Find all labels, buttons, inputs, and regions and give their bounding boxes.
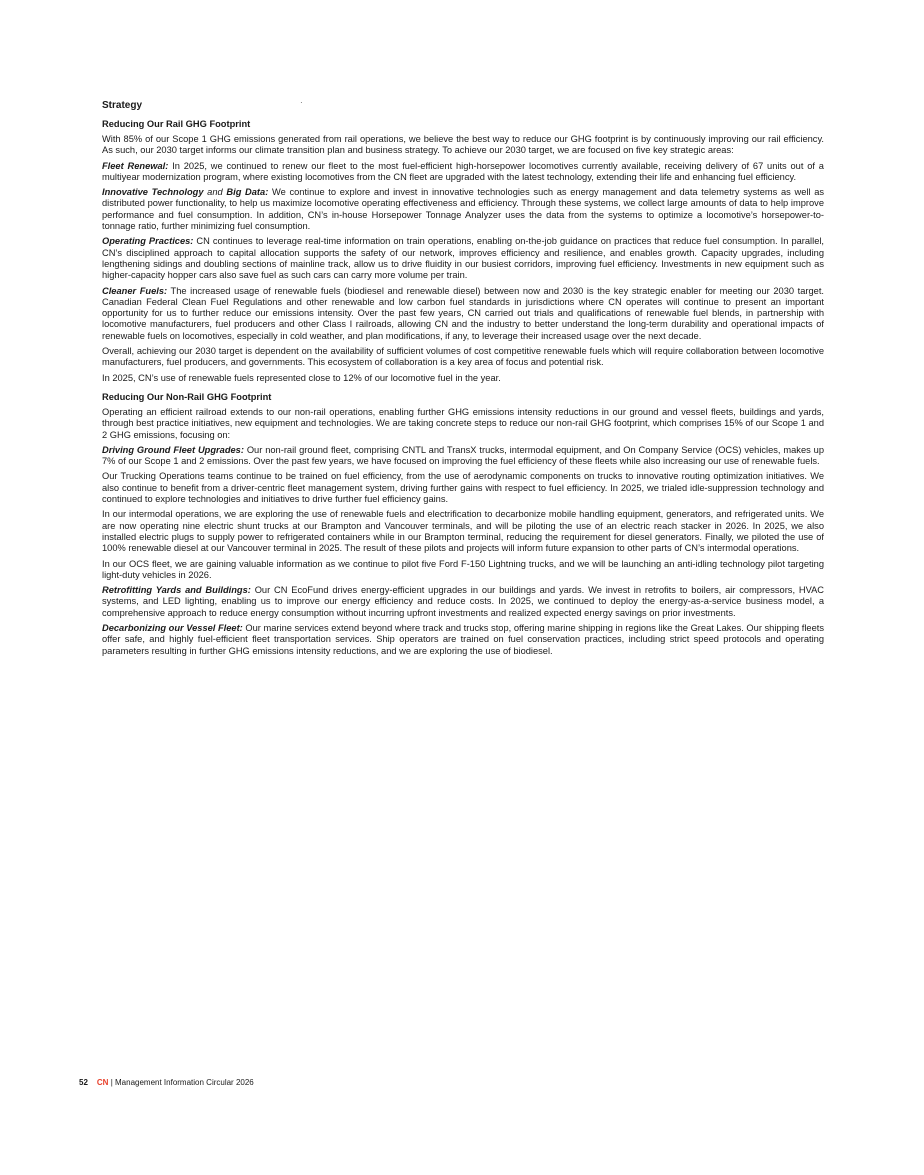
renewable-usage-paragraph: In 2025, CN’s use of renewable fuels represented close to 12% of our locomotive fuel in the year. — [102, 372, 501, 383]
cleaner-fuels-paragraph — [102, 286, 824, 342]
big-data-lead: Big Data: — [226, 187, 269, 198]
yards-buildings-paragraph — [102, 585, 824, 619]
vessel-fleet-text: Our marine services extend beyond where track and trucks stop, offering marine shipping in regions like the Great Lakes. Our shipping fleets offer safe, and highly fuel-efficient fleet transportation services. Ship operators are trained on fuel conservation practices, including strict speed protocols and operating parameters resulting in further GHG emissions intensity reductions, and we are exploring the use of biodiesel. — [102, 622, 824, 656]
brand-logo-text: CN — [96, 1078, 109, 1087]
rail-intro: With 85% of our Scope 1 GHG emissions generated from rail operations, we believe the best way to reduce our GHG footprint is by continuously improving our rail efficiency. As such, our 2030 target informs our climate transition plan and business strategy. To achieve our 2030 target, we are focused on five key strategic areas: — [102, 134, 824, 156]
vessel-fleet-lead: Decarbonizing our Vessel Fleet: — [102, 622, 243, 633]
footer-separator: | — [108, 1078, 115, 1087]
operating-practices-paragraph — [102, 236, 824, 281]
document-title: Management Information Circular 2026 — [115, 1078, 254, 1087]
innovative-technology-text: We continue to explore and invest in innovative technologies such as energy management and data telemetry systems as well as distributed power functionality, to help us maximize locomotive operating effectiveness and efficiency. Through these systems, we collect large amounts of data to help improve performance and fuel consumption. In addition, CN’s in-house Horsepower Tonnage Analyzer uses the data from the systems to optimize a locomotive’s horsepower-to-tonnage ratio, further minimizing fuel consumption. — [102, 187, 825, 232]
vessel-fleet-paragraph — [102, 623, 824, 657]
trucking-paragraph: Our Trucking Operations teams continue to be trained on fuel efficiency, from the use of aerodynamic components on trucks to innovative routing optimization initiatives. We also continue to benefit from a driver-centric fleet management system, driving further gains with respect to fuel efficiency. In 2025, we trialed idle-suppression technology and continued to explore technologies and initiatives to drive further fuel efficiency gains. — [102, 471, 824, 505]
intermodal-paragraph: In our intermodal operations, we are exploring the use of renewable fuels and electrification to decarbonize mobile handling equipment, generators, and refrigerated units. We are now operating nine electric shunt trucks at our Brampton and Vancouver terminals, and will be piloting the use of an electric reach stacker in 2026. In 2025, we also installed electric plugs to supply power to refrigerated containers while in our Brampton terminal, reducing the requirement for diesel generators. Finally, we piloted the use of 100% renewable diesel at our Vancouver terminal in 2025. The result of these pilots and projects will inform future expansion to other parts of CN’s intermodal operations. — [102, 509, 824, 554]
rail-subheading: Reducing Our Rail GHG Footprint — [102, 119, 251, 129]
ground-fleet-lead: Driving Ground Fleet Upgrades: — [102, 444, 244, 455]
operating-practices-lead: Operating Practices: — [102, 236, 194, 247]
innovative-technology-lead: Innovative Technology — [102, 187, 204, 198]
fleet-renewal-paragraph — [102, 161, 824, 184]
page-number: 52 — [79, 1078, 88, 1087]
overall-paragraph: Overall, achieving our 2030 target is dependent on the availability of sufficient volumes of cost competitive renewable fuels which will require collaboration between locomotive manufacturers, fuel producers, and governments. This ecosystem of collaboration is a key area of focus and potential risk. — [102, 346, 824, 368]
ground-fleet-text: Our non-rail ground fleet, comprising CNTL and TransX trucks, intermodal equipment, and On Company Service (OCS) vehicles, makes up 7% of our Scope 1 and 2 emissions. Over the past few years, we have focused on improving the fuel efficiency of these fleets while also increasing our use of renewable fuels. — [102, 444, 824, 467]
stray-dot: · — [300, 98, 303, 107]
fleet-renewal-lead: Fleet Renewal: — [102, 160, 169, 171]
innovative-technology-paragraph — [102, 187, 824, 232]
ocs-paragraph: In our OCS fleet, we are gaining valuable information as we continue to pilot five Ford F-150 Lightning trucks, and we will be launching an anti-idling technology pilot targeting light-duty vehicles in 2026. — [102, 558, 824, 580]
cleaner-fuels-lead: Cleaner Fuels: — [102, 285, 168, 296]
nonrail-intro: Operating an efficient railroad extends to our non-rail operations, enabling further GHG emissions intensity reductions in our ground and vessel fleets, buildings and yards, through best practice initiatives, new equipment and technologies. We are taking concrete steps to reduce our non-rail GHG footprint, which comprises 15% of our Scope 1 and 2 GHG emissions, focusing on: — [102, 406, 824, 440]
yards-buildings-lead: Retrofitting Yards and Buildings: — [102, 585, 251, 596]
and-connector: and — [203, 187, 227, 198]
cleaner-fuels-text: The increased usage of renewable fuels (biodiesel and renewable diesel) between now and 2030 is the key strategic enabler for meeting our 2030 target. Canadian Federal Clean Fuel Regulations and other renewable and low carbon fuel standards in jurisdictions where CN operates will continue to present an important opportunity for us to further reduce our emissions intensity. Over the past few years, CN carried out trials and qualifications of renewable fuel blends, in partnership with locomotive manufacturers, fuel producers and other Class I railroads, allowing CN and the industry to better understand the long-term durability and operational impacts of renewable fuels on locomotives, especially in cold weather, and plan modifications, if any, to leverage their increased usage over the next decade. — [102, 285, 824, 341]
document-body — [102, 96, 824, 661]
nonrail-subheading: Reducing Our Non-Rail GHG Footprint — [102, 391, 272, 402]
yards-buildings-text: Our CN EcoFund drives energy-efficient upgrades in our buildings and yards. We invest in retrofits to boilers, air compressors, HVAC systems, and LED lighting, enabling us to improve our energy efficiency and reduce costs. In 2025, we continued to deploy the energy-as-a-service business model, a comprehensive approach to reduce energy consumption without incurring upfront investments and realized expected energy savings on prior investments. — [102, 585, 824, 618]
section-heading: Strategy — [102, 100, 143, 111]
operating-practices-text: CN continues to leverage real-time information on train operations, enabling on-the-job guidance on practices that reduce fuel consumption. In parallel, CN’s disciplined approach to capital allocation supports the safety of our network, improves efficiency and resilience, and enables growth. Capacity upgrades, including lengthening sidings and doubling sections of mainline track, allow us to drive fluidity in our busiest corridors, improving fuel efficiency. Investments in new equipment such as higher-capacity hopper cars also save fuel as such cars can carry more volume per train. — [102, 236, 825, 281]
fleet-renewal-text: In 2025, we continued to renew our fleet to the most fuel-efficient high-horsepower locomotives currently available, receiving delivery of 67 units out of a multiyear modernization program, where existing locomotives from the CN fleet are upgraded with the latest technology, extending their life and enhancing fuel efficiency. — [102, 160, 824, 182]
ground-fleet-paragraph — [102, 445, 824, 468]
page-footer — [79, 1078, 254, 1087]
